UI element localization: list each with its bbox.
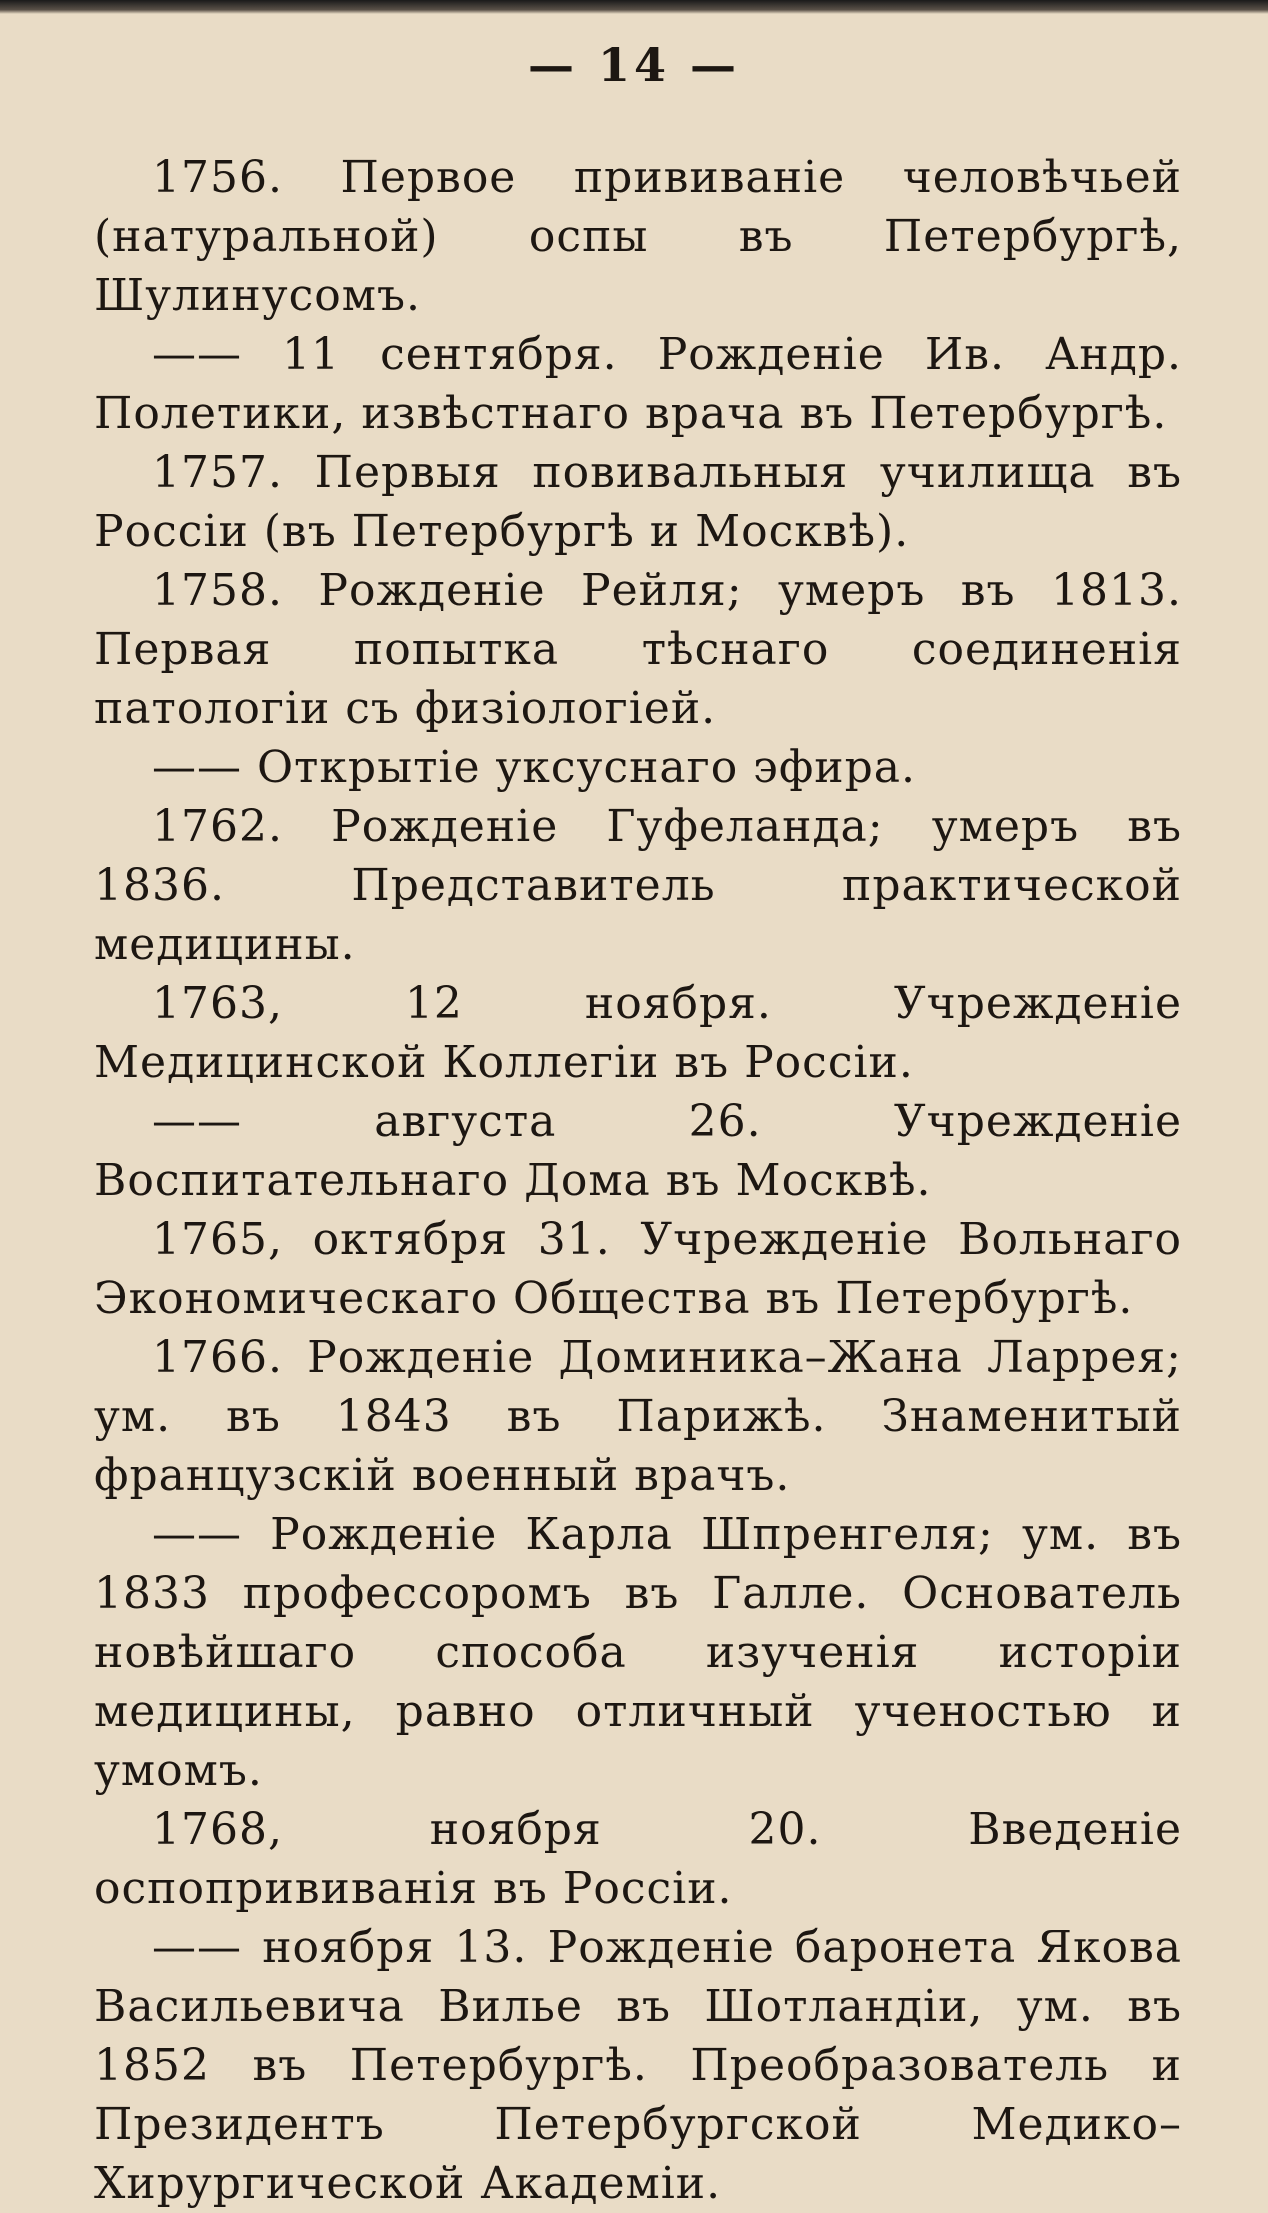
entry-1763-aug: —— августа 26. Учрежденіе Воспитательнаго Дома въ Москвѣ. xyxy=(94,1096,1182,1206)
entry-1763: 1763, 12 ноября. Учрежденіе Медицинской Коллегіи въ Россіи. xyxy=(94,978,1182,1088)
entry-1756: 1756. Первое прививаніе человѣчьей (натуральной) оспы въ Петербургѣ, Шулинусомъ. xyxy=(94,152,1182,321)
page-top-edge xyxy=(0,0,1268,14)
entry-1758-ether: —— Открытіе уксуснаго эфира. xyxy=(152,742,916,793)
entry-1758: 1758. Рожденіе Рейля; умеръ въ 1813. Первая попытка тѣснаго соединенія патологіи съ физіологіей. xyxy=(94,565,1182,734)
page-number: — 14 — xyxy=(527,38,741,92)
entry-1765: 1765, октября 31. Учрежденіе Вольнаго Экономическаго Общества въ Петербургѣ. xyxy=(94,1214,1182,1324)
entry-1756-sept: —— 11 сентября. Рожденіе Ив. Андр. Полетики, извѣстнаго врача въ Петербургѣ. xyxy=(94,329,1182,439)
entry-1768: 1768, ноября 20. Введеніе оспопрививанія въ Россіи. xyxy=(94,1804,1182,1914)
chronology-text xyxy=(94,148,1182,2213)
entry-1766: 1766. Рожденіе Доминика–Жана Ларрея; ум. въ 1843 въ Парижѣ. Знаменитый французскій военный врачъ. xyxy=(94,1332,1182,1501)
entry-1768-nov: —— ноября 13. Рожденіе баронета Якова Васильевича Вилье въ Шотландіи, ум. въ 1852 въ Петербургѣ. Преобразователь и Президентъ Петербургской Медико–Хирургической Академіи. xyxy=(94,1922,1182,2209)
entry-1766-sprengel: —— Рожденіе Карла Шпренгеля; ум. въ 1833 профессоромъ въ Галле. Основатель новѣйшаго способа изученія исторіи медицины, равно отличный ученостью и умомъ. xyxy=(94,1509,1182,1796)
entry-1757: 1757. Первыя повивальныя училища въ Россіи (въ Петербургѣ и Москвѣ). xyxy=(94,447,1182,557)
entry-1762: 1762. Рожденіе Гуфеланда; умеръ въ 1836. Представитель практической медицины. xyxy=(94,801,1182,970)
